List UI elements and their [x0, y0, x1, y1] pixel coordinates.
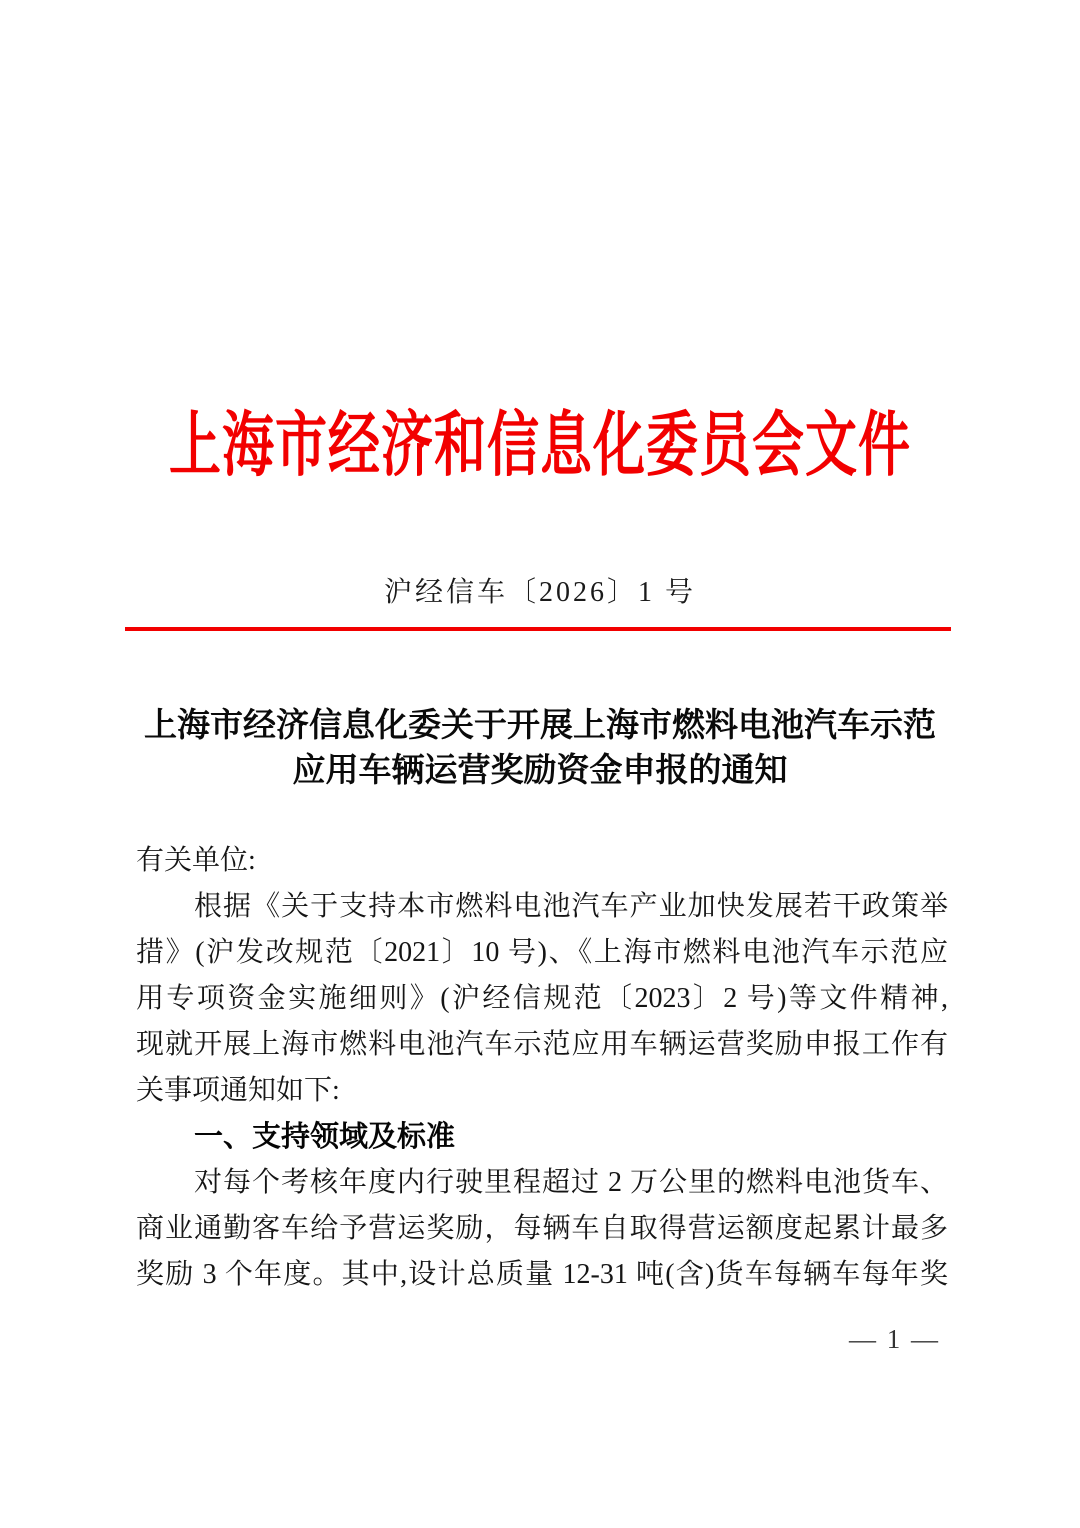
body-line: 对每个考核年度内行驶里程超过 2 万公里的燃料电池货车、	[194, 1167, 948, 1198]
red-divider	[125, 627, 951, 631]
body-line: 现就开展上海市燃料电池汽车示范应用车辆运营奖励申报工作有	[136, 1029, 948, 1060]
document-body	[136, 838, 948, 1298]
body-line: 商业通勤客车给予营运奖励，每辆车自取得营运额度起累计最多	[136, 1213, 948, 1244]
doc-number: 沪经信车〔2026〕1 号	[383, 577, 696, 608]
body-line: 根据《关于支持本市燃料电池汽车产业加快发展若干政策举	[194, 891, 948, 922]
title-line-2: 应用车辆运营奖励资金申报的通知	[292, 753, 788, 789]
title-line-1: 上海市经济信息化委关于开展上海市燃料电池汽车示范	[144, 708, 936, 744]
body-line: 奖励 3 个年度。其中,设计总质量 12-31 吨(含)货车每辆车每年奖	[136, 1259, 948, 1290]
body-line: 措》(沪发改规范〔2021〕10 号)、《上海市燃料电池汽车示范应	[136, 937, 948, 968]
body-line: 关事项通知如下:	[136, 1075, 340, 1106]
body-line: 有关单位:	[136, 845, 256, 876]
red-header-title: 上海市经济和信息化委员会文件	[168, 408, 911, 486]
body-line: 一、支持领域及标准	[194, 1121, 456, 1153]
page-number: — 1 —	[849, 1324, 940, 1354]
body-line: 用专项资金实施细则》(沪经信规范〔2023〕2 号)等文件精神,	[136, 983, 948, 1014]
document-title	[134, 704, 946, 794]
